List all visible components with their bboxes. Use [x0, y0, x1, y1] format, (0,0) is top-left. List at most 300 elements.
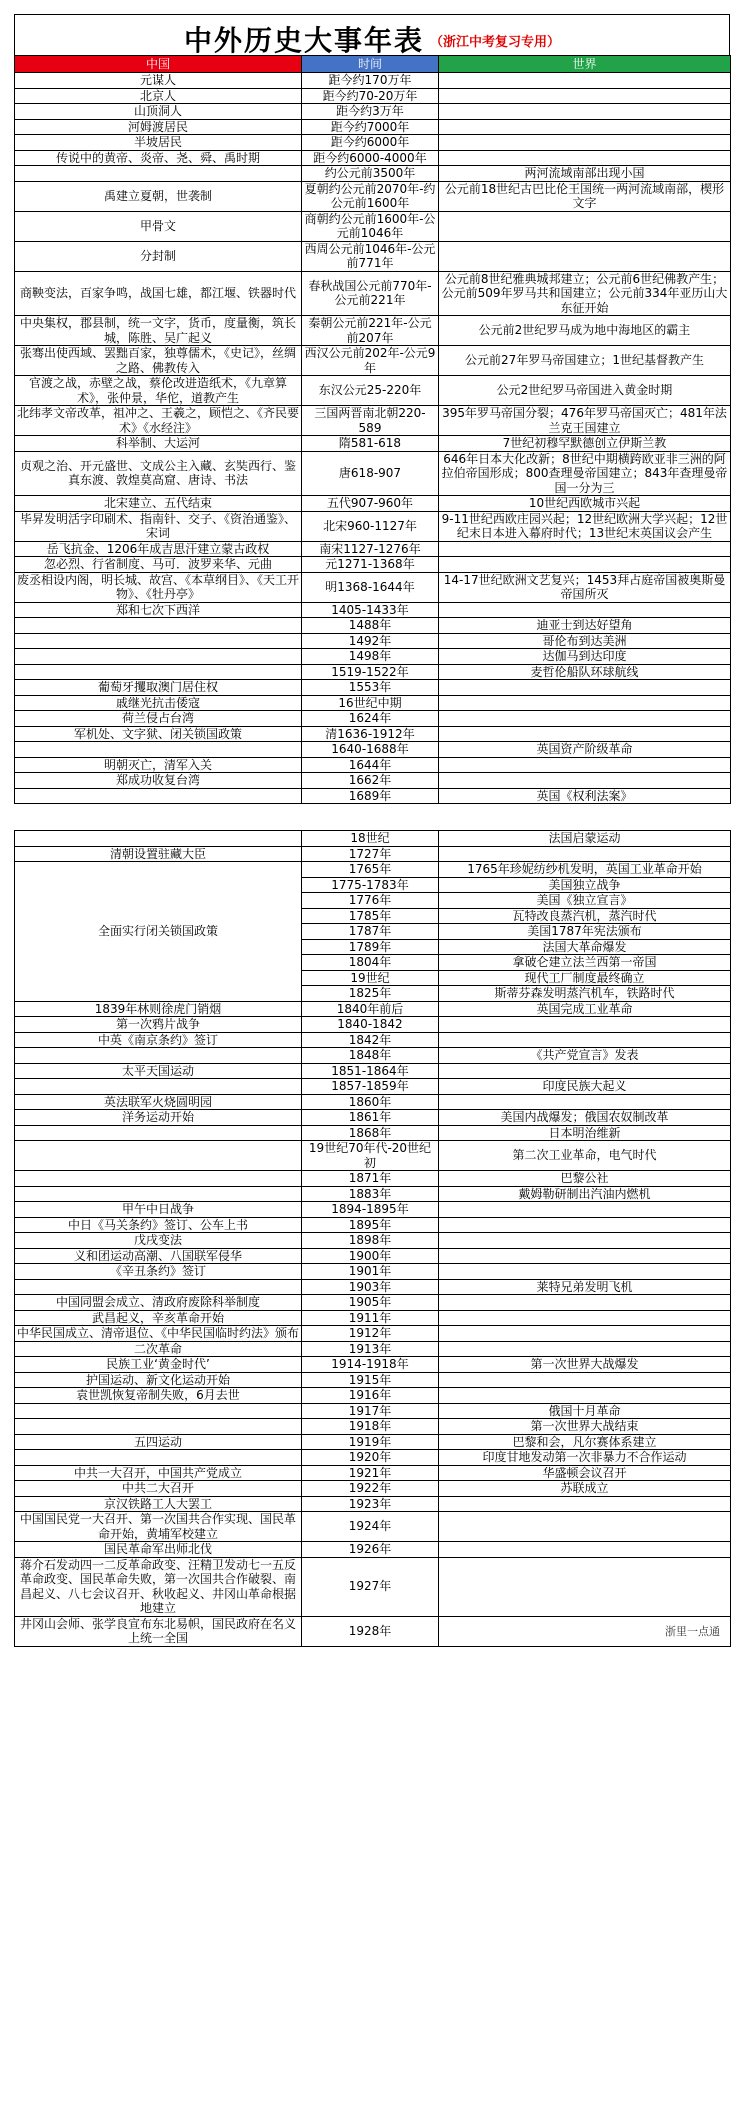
- timeline-table-modern: [14, 830, 731, 1647]
- table-row: [15, 1372, 731, 1388]
- world-cell: 英国完成工业革命: [439, 1001, 731, 1017]
- table-row: [15, 135, 731, 151]
- table-row: [15, 711, 731, 727]
- table-row: [15, 1295, 731, 1311]
- table-row: [15, 271, 731, 316]
- china-cell: [15, 1186, 302, 1202]
- time-cell: 隋581-618: [302, 436, 439, 452]
- china-cell: [15, 1048, 302, 1064]
- china-cell: 科举制、大运河: [15, 436, 302, 452]
- time-cell: 秦朝公元前221年-公元前207年: [302, 316, 439, 346]
- china-cell: 义和团运动高潮、八国联军侵华: [15, 1248, 302, 1264]
- table-row: [15, 572, 731, 602]
- time-cell: 1624年: [302, 711, 439, 727]
- world-cell: 达伽马到达印度: [439, 649, 731, 665]
- time-cell: 1842年: [302, 1032, 439, 1048]
- time-cell: 1921年: [302, 1465, 439, 1481]
- world-cell: [439, 1557, 731, 1616]
- world-cell: [439, 241, 731, 271]
- china-cell: 传说中的黄帝、炎帝、尧、舜、禹时期: [15, 150, 302, 166]
- table-row: [15, 1248, 731, 1264]
- table-row: [15, 1217, 731, 1233]
- table-row: [15, 376, 731, 406]
- table-row: [15, 104, 731, 120]
- world-cell: 公元前8世纪雅典城邦建立；公元前6世纪佛教产生；公元前509年罗马共和国建立；公元前334年亚历山大东征开始: [439, 271, 731, 316]
- table-row: [15, 1434, 731, 1450]
- table-row: [15, 1141, 731, 1171]
- china-cell: 太平天国运动: [15, 1063, 302, 1079]
- time-cell: 距今约6000-4000年: [302, 150, 439, 166]
- china-cell: [15, 1279, 302, 1295]
- table-row: [15, 211, 731, 241]
- time-cell: 1900年: [302, 1248, 439, 1264]
- china-cell: 元谋人: [15, 73, 302, 89]
- china-cell: 官渡之战，赤壁之战，蔡伦改进造纸术，《九章算术》，张仲景，华佗，道教产生: [15, 376, 302, 406]
- china-cell: 《辛丑条约》签订: [15, 1264, 302, 1280]
- world-cell: [439, 1512, 731, 1542]
- world-cell: [439, 557, 731, 573]
- china-cell: 分封制: [15, 241, 302, 271]
- china-cell: 中华民国成立、清帝退位、《中华民国临时约法》颁布: [15, 1326, 302, 1342]
- table-row: [15, 742, 731, 758]
- world-cell: 苏联成立: [439, 1481, 731, 1497]
- world-cell: 美国1787年宪法颁布: [439, 924, 731, 940]
- time-cell: 1861年: [302, 1110, 439, 1126]
- china-cell: 洋务运动开始: [15, 1110, 302, 1126]
- table-row: [15, 1388, 731, 1404]
- table-row: [15, 862, 731, 878]
- table-row: [15, 1048, 731, 1064]
- world-cell: [439, 726, 731, 742]
- china-cell: [15, 1419, 302, 1435]
- table-row: [15, 496, 731, 512]
- china-cell: 北宋建立、五代结束: [15, 496, 302, 512]
- time-cell: 1689年: [302, 788, 439, 804]
- header-china: 中国: [15, 56, 302, 73]
- china-cell: 第一次鸦片战争: [15, 1017, 302, 1033]
- china-cell: 禹建立夏朝，世袭制: [15, 181, 302, 211]
- time-cell: 1519-1522年: [302, 664, 439, 680]
- china-cell: 中日《马关条约》签订、公车上书: [15, 1217, 302, 1233]
- china-cell: 二次革命: [15, 1341, 302, 1357]
- time-cell: 1785年: [302, 908, 439, 924]
- time-cell: 三国两晋南北朝220-589: [302, 406, 439, 436]
- world-cell: [439, 88, 731, 104]
- time-cell: 清1636-1912年: [302, 726, 439, 742]
- world-cell: 巴黎和会，凡尔赛体系建立: [439, 1434, 731, 1450]
- time-cell: 1923年: [302, 1496, 439, 1512]
- world-cell: 第二次工业革命，电气时代: [439, 1141, 731, 1171]
- china-cell: 护国运动、新文化运动开始: [15, 1372, 302, 1388]
- china-cell: 1839年林则徐虎门销烟: [15, 1001, 302, 1017]
- world-cell: 公元前27年罗马帝国建立；1世纪基督教产生: [439, 346, 731, 376]
- time-cell: 19世纪: [302, 970, 439, 986]
- table-row: [15, 166, 731, 182]
- china-cell: 中共一大召开，中国共产党成立: [15, 1465, 302, 1481]
- china-cell: 岳飞抗金、1206年成吉思汗建立蒙古政权: [15, 541, 302, 557]
- table-row: [15, 664, 731, 680]
- china-cell: [15, 664, 302, 680]
- world-cell: 戴姆勒研制出汽油内燃机: [439, 1186, 731, 1202]
- time-cell: 1848年: [302, 1048, 439, 1064]
- time-cell: 1775-1783年: [302, 877, 439, 893]
- table-row: [15, 1357, 731, 1373]
- china-cell: 国民革命军出师北伐: [15, 1542, 302, 1558]
- time-cell: 1901年: [302, 1264, 439, 1280]
- world-cell: 印度民族大起义: [439, 1079, 731, 1095]
- world-cell: 俄国十月革命: [439, 1403, 731, 1419]
- world-cell: 麦哲伦船队环球航线: [439, 664, 731, 680]
- time-cell: 五代907-960年: [302, 496, 439, 512]
- world-cell: 14-17世纪欧洲文艺复兴；1453拜占庭帝国被奥斯曼帝国所灭: [439, 572, 731, 602]
- china-cell: [15, 633, 302, 649]
- table-row: [15, 1465, 731, 1481]
- world-cell: [439, 73, 731, 89]
- time-cell: 距今约6000年: [302, 135, 439, 151]
- table-row: [15, 451, 731, 496]
- table-row: [15, 1310, 731, 1326]
- world-cell: [439, 1295, 731, 1311]
- world-cell: [439, 1063, 731, 1079]
- world-cell: 美国《独立宣言》: [439, 893, 731, 909]
- table-row: [15, 1017, 731, 1033]
- time-cell: 1912年: [302, 1326, 439, 1342]
- world-cell: [439, 1017, 731, 1033]
- time-cell: 1553年: [302, 680, 439, 696]
- world-cell: [439, 695, 731, 711]
- world-cell: 日本明治维新: [439, 1125, 731, 1141]
- time-cell: 1789年: [302, 939, 439, 955]
- china-cell: 郑和七次下西洋: [15, 602, 302, 618]
- world-cell: 现代工厂制度最终确立: [439, 970, 731, 986]
- world-cell: 美国独立战争: [439, 877, 731, 893]
- time-cell: 1851-1864年: [302, 1063, 439, 1079]
- time-cell: 明1368-1644年: [302, 572, 439, 602]
- time-cell: 距今约70-20万年: [302, 88, 439, 104]
- china-cell: 荷兰侵占台湾: [15, 711, 302, 727]
- time-cell: 夏朝约公元前2070年-约公元前1600年: [302, 181, 439, 211]
- time-cell: 1883年: [302, 1186, 439, 1202]
- time-cell: 唐618-907: [302, 451, 439, 496]
- time-cell: 1644年: [302, 757, 439, 773]
- table-row: [15, 1032, 731, 1048]
- time-cell: 1405-1433年: [302, 602, 439, 618]
- table-row: [15, 346, 731, 376]
- table-row: [15, 181, 731, 211]
- table-row: [15, 1125, 731, 1141]
- page-title: 中外历史大事年表: [183, 24, 424, 57]
- time-cell: 1488年: [302, 618, 439, 634]
- china-cell: 戚继光抗击倭寇: [15, 695, 302, 711]
- china-cell: 蒋介石发动四一二反革命政变、汪精卫发动七一五反革命政变、国民革命失败，第一次国共合作破裂、南昌起义、八七会议召开、秋收起义、井冈山革命根据地建立: [15, 1557, 302, 1616]
- world-cell: 9-11世纪西欧庄园兴起；12世纪欧洲大学兴起；12世纪末日本进入幕府时代；13世纪末英国议会产生: [439, 511, 731, 541]
- china-cell: [15, 1125, 302, 1141]
- time-cell: 商朝约公元前1600年-公元前1046年: [302, 211, 439, 241]
- title-bar: [14, 14, 730, 55]
- table-row: [15, 1542, 731, 1558]
- china-cell: 中国同盟会成立、清政府废除科举制度: [15, 1295, 302, 1311]
- table-row: [15, 602, 731, 618]
- world-cell: 646年日本大化改新；8世纪中期横跨欧亚非三洲的阿拉伯帝国形成；800查理曼帝国建立；843年查理曼帝国一分为三: [439, 451, 731, 496]
- table-row: [15, 1094, 731, 1110]
- china-cell: [15, 166, 302, 182]
- time-cell: 1911年: [302, 1310, 439, 1326]
- world-cell: [439, 846, 731, 862]
- world-cell: 华盛顿会议召开: [439, 1465, 731, 1481]
- world-cell: 拿破仑建立法兰西第一帝国: [439, 955, 731, 971]
- header-world: 世界: [439, 56, 731, 73]
- world-cell: 莱特兄弟发明飞机: [439, 1279, 731, 1295]
- time-cell: 距今约170万年: [302, 73, 439, 89]
- world-cell: [439, 1326, 731, 1342]
- table-row: [15, 511, 731, 541]
- china-cell: 河姆渡居民: [15, 119, 302, 135]
- china-cell: 军机处、文字狱、闭关锁国政策: [15, 726, 302, 742]
- world-cell: [439, 773, 731, 789]
- world-cell: [439, 602, 731, 618]
- time-cell: 1914-1918年: [302, 1357, 439, 1373]
- time-cell: 1804年: [302, 955, 439, 971]
- time-cell: 1860年: [302, 1094, 439, 1110]
- china-cell: [15, 788, 302, 804]
- china-cell: 清朝设置驻藏大臣: [15, 846, 302, 862]
- time-cell: 1920年: [302, 1450, 439, 1466]
- table-row: [15, 1279, 731, 1295]
- history-timeline-page: [14, 14, 730, 1647]
- table-row: [15, 1496, 731, 1512]
- world-cell: [439, 1372, 731, 1388]
- table-row: [15, 649, 731, 665]
- table-row: [15, 1450, 731, 1466]
- china-cell: [15, 742, 302, 758]
- time-cell: 1840-1842: [302, 1017, 439, 1033]
- table-row: [15, 1233, 731, 1249]
- china-cell: 半坡居民: [15, 135, 302, 151]
- china-cell: 郑成功收复台湾: [15, 773, 302, 789]
- time-cell: 距今约3万年: [302, 104, 439, 120]
- china-cell: [15, 649, 302, 665]
- world-cell: 巴黎公社: [439, 1171, 731, 1187]
- world-cell: [439, 541, 731, 557]
- table-row: [15, 1110, 731, 1126]
- table-row: [15, 557, 731, 573]
- table-row: [15, 241, 731, 271]
- time-cell: 1776年: [302, 893, 439, 909]
- world-cell: [439, 757, 731, 773]
- table-row: [15, 1079, 731, 1095]
- china-cell: 戊戌变法: [15, 1233, 302, 1249]
- table-row: [15, 726, 731, 742]
- world-cell: [439, 1032, 731, 1048]
- time-cell: 1903年: [302, 1279, 439, 1295]
- time-cell: 1871年: [302, 1171, 439, 1187]
- table-row: [15, 757, 731, 773]
- section-gap: [14, 804, 730, 830]
- time-cell: 约公元前3500年: [302, 166, 439, 182]
- time-cell: 1913年: [302, 1341, 439, 1357]
- time-cell: 东汉公元25-220年: [302, 376, 439, 406]
- time-cell: 1922年: [302, 1481, 439, 1497]
- world-cell: [439, 1217, 731, 1233]
- table-row: [15, 1171, 731, 1187]
- table-row: [15, 1512, 731, 1542]
- time-cell: 1894-1895年: [302, 1202, 439, 1218]
- china-cell: 明朝灭亡，清军入关: [15, 757, 302, 773]
- world-cell: [439, 1094, 731, 1110]
- time-cell: 1927年: [302, 1557, 439, 1616]
- china-cell: 京汉铁路工人大罢工: [15, 1496, 302, 1512]
- time-cell: 1919年: [302, 1434, 439, 1450]
- table-row: [15, 119, 731, 135]
- time-cell: 1825年: [302, 986, 439, 1002]
- china-cell: 中国国民党一大召开、第一次国共合作实现、国民革命开始，黄埔军校建立: [15, 1512, 302, 1542]
- china-cell: 商鞅变法，百家争鸣，战国七雄，都江堰、铁器时代: [15, 271, 302, 316]
- world-cell: [439, 1310, 731, 1326]
- china-cell: 忽必烈、行省制度、马可．波罗来华、元曲: [15, 557, 302, 573]
- table-row: [15, 88, 731, 104]
- time-cell: 1840年前后: [302, 1001, 439, 1017]
- china-cell: 中英《南京条约》签订: [15, 1032, 302, 1048]
- time-cell: 1640-1688年: [302, 742, 439, 758]
- china-cell: [15, 1450, 302, 1466]
- table-row: [15, 846, 731, 862]
- watermark: 浙里一点通: [665, 1624, 720, 1638]
- time-cell: 距今约7000年: [302, 119, 439, 135]
- time-cell: 1787年: [302, 924, 439, 940]
- table-row: [15, 1341, 731, 1357]
- world-cell: [439, 150, 731, 166]
- table-row: [15, 316, 731, 346]
- china-cell: 民族工业‘黄金时代’: [15, 1357, 302, 1373]
- time-cell: 1857-1859年: [302, 1079, 439, 1095]
- world-cell: 英国《权利法案》: [439, 788, 731, 804]
- table-row: [15, 633, 731, 649]
- world-cell: [439, 135, 731, 151]
- table-row: [15, 1063, 731, 1079]
- time-cell: 元1271-1368年: [302, 557, 439, 573]
- world-cell: [439, 1248, 731, 1264]
- world-cell: 10世纪西欧城市兴起: [439, 496, 731, 512]
- table-row: [15, 1001, 731, 1017]
- world-cell: 两河流域南部出现小国: [439, 166, 731, 182]
- china-cell: 张骞出使西域、罢黜百家，独尊儒术，《史记》，丝绸之路、佛教传入: [15, 346, 302, 376]
- table-row: [15, 541, 731, 557]
- china-cell: [15, 831, 302, 847]
- time-cell: 1926年: [302, 1542, 439, 1558]
- table-row: [15, 1403, 731, 1419]
- time-cell: 1905年: [302, 1295, 439, 1311]
- world-cell: [439, 1264, 731, 1280]
- world-cell: 瓦特改良蒸汽机，蒸汽时代: [439, 908, 731, 924]
- time-cell: 1868年: [302, 1125, 439, 1141]
- world-cell: 英国资产阶级革命: [439, 742, 731, 758]
- table-row: [15, 406, 731, 436]
- world-cell: 1765年珍妮纺纱机发明，英国工业革命开始: [439, 862, 731, 878]
- table-row: [15, 773, 731, 789]
- time-cell: 1727年: [302, 846, 439, 862]
- china-cell: 北京人: [15, 88, 302, 104]
- time-cell: 1916年: [302, 1388, 439, 1404]
- china-cell: [15, 1403, 302, 1419]
- world-cell: 迪亚士到达好望角: [439, 618, 731, 634]
- table-row: [15, 150, 731, 166]
- world-cell: 公元前2世纪罗马成为地中海地区的霸主: [439, 316, 731, 346]
- time-cell: 19世纪70年代-20世纪初: [302, 1141, 439, 1171]
- china-cell: 葡萄牙攫取澳门居住权: [15, 680, 302, 696]
- china-cell: [15, 1141, 302, 1171]
- time-cell: 1917年: [302, 1403, 439, 1419]
- world-cell: [439, 1233, 731, 1249]
- table-row: [15, 1616, 731, 1646]
- page-subtitle: （浙江中考复习专用）: [430, 35, 561, 50]
- header-row: [15, 56, 731, 73]
- world-cell: 法国大革命爆发: [439, 939, 731, 955]
- world-cell: 7世纪初穆罕默德创立伊斯兰教: [439, 436, 731, 452]
- china-cell: 井冈山会师、张学良宣布东北易帜，国民政府在名义上统一全国: [15, 1616, 302, 1646]
- china-cell: [15, 618, 302, 634]
- closed-door-policy-cell: 全面实行闭关锁国政策: [15, 862, 302, 1002]
- time-cell: 1898年: [302, 1233, 439, 1249]
- world-cell: [439, 1542, 731, 1558]
- table-row: [15, 695, 731, 711]
- world-cell: [439, 1202, 731, 1218]
- table-row: [15, 1202, 731, 1218]
- table-row: [15, 1481, 731, 1497]
- world-cell: 哥伦布到达美洲: [439, 633, 731, 649]
- world-cell: 第一次世界大战结束: [439, 1419, 731, 1435]
- table-row: [15, 788, 731, 804]
- china-cell: [15, 1171, 302, 1187]
- time-cell: 18世纪: [302, 831, 439, 847]
- time-cell: 1492年: [302, 633, 439, 649]
- world-cell: 美国内战爆发；俄国农奴制改革: [439, 1110, 731, 1126]
- time-cell: 北宋960-1127年: [302, 511, 439, 541]
- time-cell: 1662年: [302, 773, 439, 789]
- china-cell: 英法联军火烧圆明园: [15, 1094, 302, 1110]
- time-cell: 春秋战国公元前770年-公元前221年: [302, 271, 439, 316]
- world-cell: [439, 1496, 731, 1512]
- china-cell: 武昌起义，辛亥革命开始: [15, 1310, 302, 1326]
- time-cell: 1924年: [302, 1512, 439, 1542]
- world-cell: 《共产党宣言》发表: [439, 1048, 731, 1064]
- world-cell: [439, 1341, 731, 1357]
- table-row: [15, 831, 731, 847]
- world-cell: 印度甘地发动第一次非暴力不合作运动: [439, 1450, 731, 1466]
- header-time: 时间: [302, 56, 439, 73]
- world-cell: 法国启蒙运动: [439, 831, 731, 847]
- china-cell: 贞观之治、开元盛世、文成公主入藏、玄奘西行、鉴真东渡、敦煌莫高窟、唐诗、书法: [15, 451, 302, 496]
- china-cell: 中央集权，郡县制，统一文字，货币，度量衡，筑长城，陈胜、吴广起义: [15, 316, 302, 346]
- china-cell: 五四运动: [15, 1434, 302, 1450]
- china-cell: 甲骨文: [15, 211, 302, 241]
- world-cell: [439, 680, 731, 696]
- world-cell: [439, 711, 731, 727]
- world-cell: [439, 211, 731, 241]
- world-cell: 395年罗马帝国分裂；476年罗马帝国灭亡；481年法兰克王国建立: [439, 406, 731, 436]
- time-cell: 西汉公元前202年-公元9年: [302, 346, 439, 376]
- time-cell: 16世纪中期: [302, 695, 439, 711]
- time-cell: 1765年: [302, 862, 439, 878]
- table-row: [15, 1557, 731, 1616]
- world-cell: [439, 104, 731, 120]
- china-cell: 袁世凯恢复帝制失败，6月去世: [15, 1388, 302, 1404]
- china-cell: 毕昇发明活字印刷术、指南针、交子、《资治通鉴》、宋词: [15, 511, 302, 541]
- timeline-table-ancient: [14, 55, 731, 804]
- table-row: [15, 1326, 731, 1342]
- china-cell: 废丞相设内阁，明长城、故宫、《本草纲目》、《天工开物》、《牡丹亭》: [15, 572, 302, 602]
- china-cell: 中共二大召开: [15, 1481, 302, 1497]
- table-row: [15, 436, 731, 452]
